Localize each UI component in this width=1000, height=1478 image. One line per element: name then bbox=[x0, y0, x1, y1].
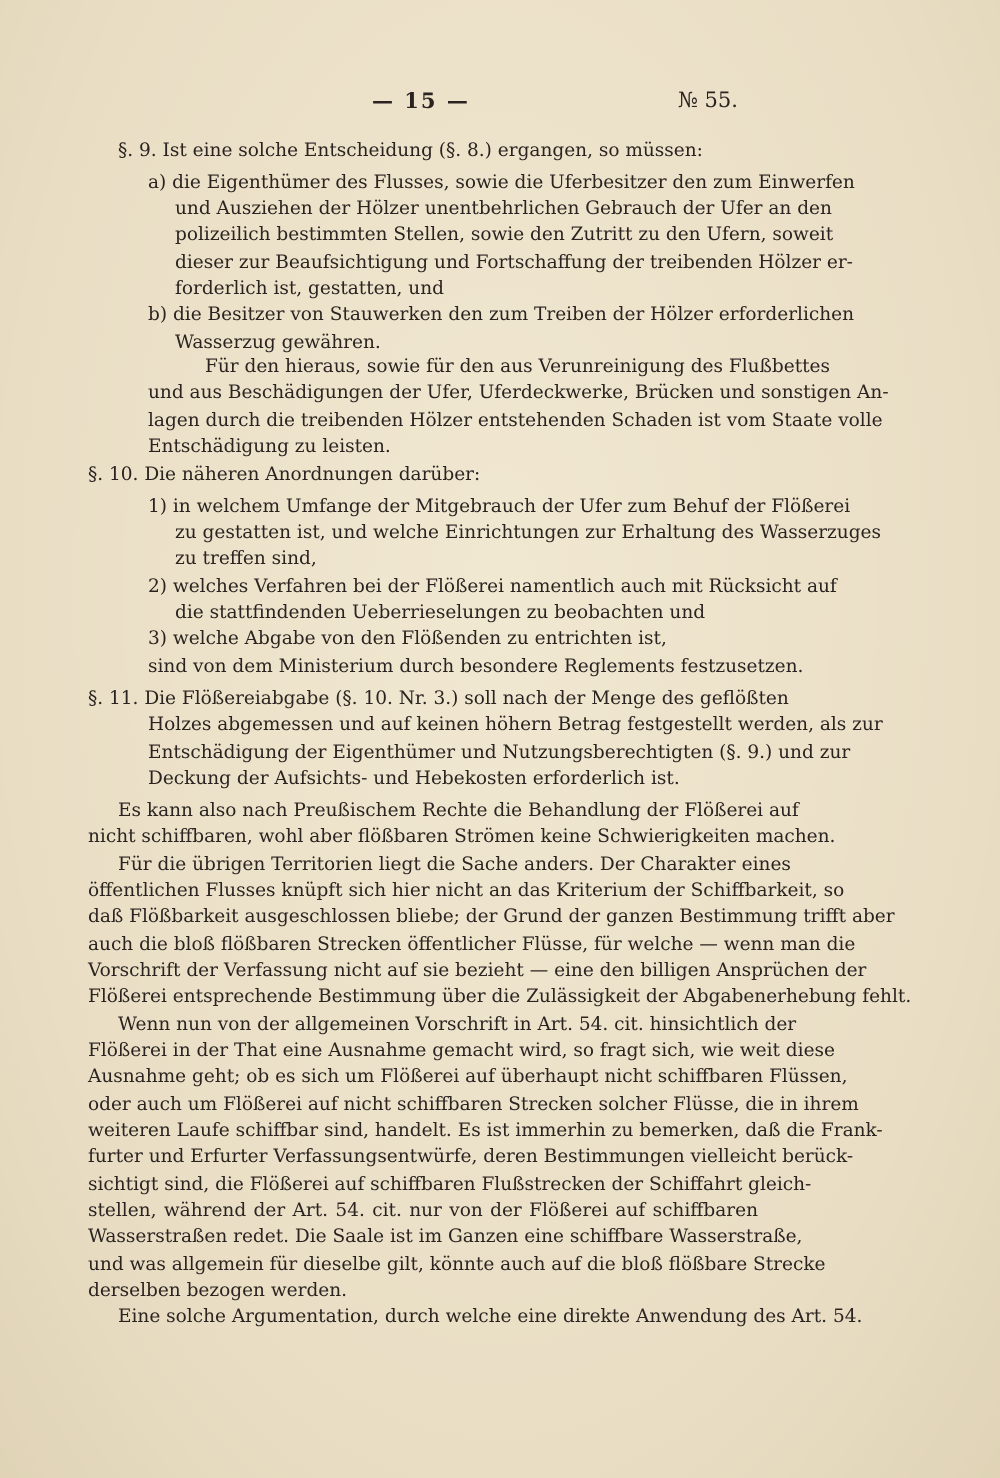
page-header bbox=[0, 88, 1000, 128]
text-line: Wenn nun von der allgemeinen Vorschrift in Art. 54. cit. hinsichtlich der bbox=[118, 1014, 797, 1035]
text-line: und aus Beschädigungen der Ufer, Uferdeckwerke, Brücken und sonstigen An- bbox=[148, 382, 889, 403]
text-line: furter und Erfurter Verfassungsentwürfe, deren Bestimmungen vielleicht berück- bbox=[88, 1146, 854, 1167]
text-line: Holzes abgemessen und auf keinen höhern Betrag festgestellt werden, als zur bbox=[148, 714, 883, 735]
text-line: Entschädigung zu leisten. bbox=[148, 436, 391, 457]
text-line: stellen, während der Art. 54. cit. nur von der Flößerei auf schiffbaren bbox=[88, 1200, 758, 1221]
text-line: b) die Besitzer von Stauwerken den zum Treiben der Hölzer erforderlichen bbox=[148, 304, 855, 325]
text-line: daß Flößbarkeit ausgeschlossen bliebe; der Grund der ganzen Bestimmung trifft aber bbox=[88, 906, 895, 927]
text-line: Ausnahme geht; ob es sich um Flößerei auf überhaupt nicht schiffbaren Flüssen, bbox=[88, 1066, 848, 1087]
text-line: Entschädigung der Eigenthümer und Nutzungsberechtigten (§. 9.) und zur bbox=[148, 742, 851, 763]
text-line: auch die bloß flößbaren Strecken öffentlicher Flüsse, für welche — wenn man die bbox=[88, 934, 856, 955]
text-line: 3) welche Abgabe von den Flößenden zu entrichten ist, bbox=[148, 628, 667, 649]
text-line: §. 10. Die näheren Anordnungen darüber: bbox=[88, 464, 481, 485]
text-line: 2) welches Verfahren bei der Flößerei namentlich auch mit Rücksicht auf bbox=[148, 576, 837, 597]
text-line: derselben bezogen werden. bbox=[88, 1280, 348, 1301]
text-line: sind von dem Ministerium durch besondere Reglements festzusetzen. bbox=[148, 656, 804, 677]
text-line: die stattfindenden Ueberrieselungen zu beobachten und bbox=[175, 602, 706, 623]
text-line: Flößerei in der That eine Ausnahme gemacht wird, so fragt sich, wie weit diese bbox=[88, 1040, 835, 1061]
text-line: §. 9. Ist eine solche Entscheidung (§. 8.) ergangen, so müssen: bbox=[118, 140, 703, 161]
text-line: Deckung der Aufsichts- und Hebekosten erforderlich ist. bbox=[148, 768, 680, 789]
text-line: Für den hieraus, sowie für den aus Verunreinigung des Flußbettes bbox=[205, 356, 830, 377]
text-line: zu gestatten ist, und welche Einrichtungen zur Erhaltung des Wasserzuges bbox=[175, 522, 881, 543]
text-line: zu treffen sind, bbox=[175, 548, 317, 569]
text-line: sichtigt sind, die Flößerei auf schiffbaren Flußstrecken der Schiffahrt gleich- bbox=[88, 1174, 812, 1195]
text-line: nicht schiffbaren, wohl aber flößbaren Strömen keine Schwierigkeiten machen. bbox=[88, 826, 836, 847]
text-line: Flößerei entsprechende Bestimmung über die Zulässigkeit der Abgabenerhebung fehlt. bbox=[88, 986, 912, 1007]
text-line: lagen durch die treibenden Hölzer entstehenden Schaden ist vom Staate volle bbox=[148, 410, 883, 431]
text-line: Für die übrigen Territorien liegt die Sache anders. Der Charakter eines bbox=[118, 854, 791, 875]
text-line: öffentlichen Flusses knüpft sich hier nicht an das Kriterium der Schiffbarkeit, so bbox=[88, 880, 845, 901]
text-line: Es kann also nach Preußischem Rechte die Behandlung der Flößerei auf bbox=[118, 800, 799, 821]
text-line: dieser zur Beaufsichtigung und Fortschaffung der treibenden Hölzer er- bbox=[175, 252, 853, 273]
page-number: — 15 — bbox=[372, 88, 470, 113]
text-line: forderlich ist, gestatten, und bbox=[175, 278, 444, 299]
text-line: und Ausziehen der Hölzer unentbehrlichen Gebrauch der Ufer an den bbox=[175, 198, 832, 219]
text-line: §. 11. Die Flößereiabgabe (§. 10. Nr. 3.) soll nach der Menge des geflößten bbox=[88, 688, 789, 709]
text-line: oder auch um Flößerei auf nicht schiffbaren Strecken solcher Flüsse, die in ihrem bbox=[88, 1094, 859, 1115]
text-line: Wasserzug gewähren. bbox=[175, 332, 381, 353]
text-line: 1) in welchem Umfange der Mitgebrauch der Ufer zum Behuf der Flößerei bbox=[148, 496, 851, 517]
text-line: und was allgemein für dieselbe gilt, könnte auch auf die bloß flößbare Strecke bbox=[88, 1254, 826, 1275]
text-line: weiteren Laufe schiffbar sind, handelt. Es ist immerhin zu bemerken, daß die Frank- bbox=[88, 1120, 883, 1141]
text-line: Vorschrift der Verfassung nicht auf sie bezieht — eine den billigen Ansprüchen der bbox=[88, 960, 867, 981]
document-number: № 55. bbox=[678, 88, 738, 112]
text-line: a) die Eigenthümer des Flusses, sowie die Uferbesitzer den zum Einwerfen bbox=[148, 172, 855, 193]
text-line: Eine solche Argumentation, durch welche eine direkte Anwendung des Art. 54. bbox=[118, 1306, 863, 1327]
text-line: polizeilich bestimmten Stellen, sowie den Zutritt zu den Ufern, soweit bbox=[175, 224, 834, 245]
text-line: Wasserstraßen redet. Die Saale ist im Ganzen eine schiffbare Wasserstraße, bbox=[88, 1226, 803, 1247]
